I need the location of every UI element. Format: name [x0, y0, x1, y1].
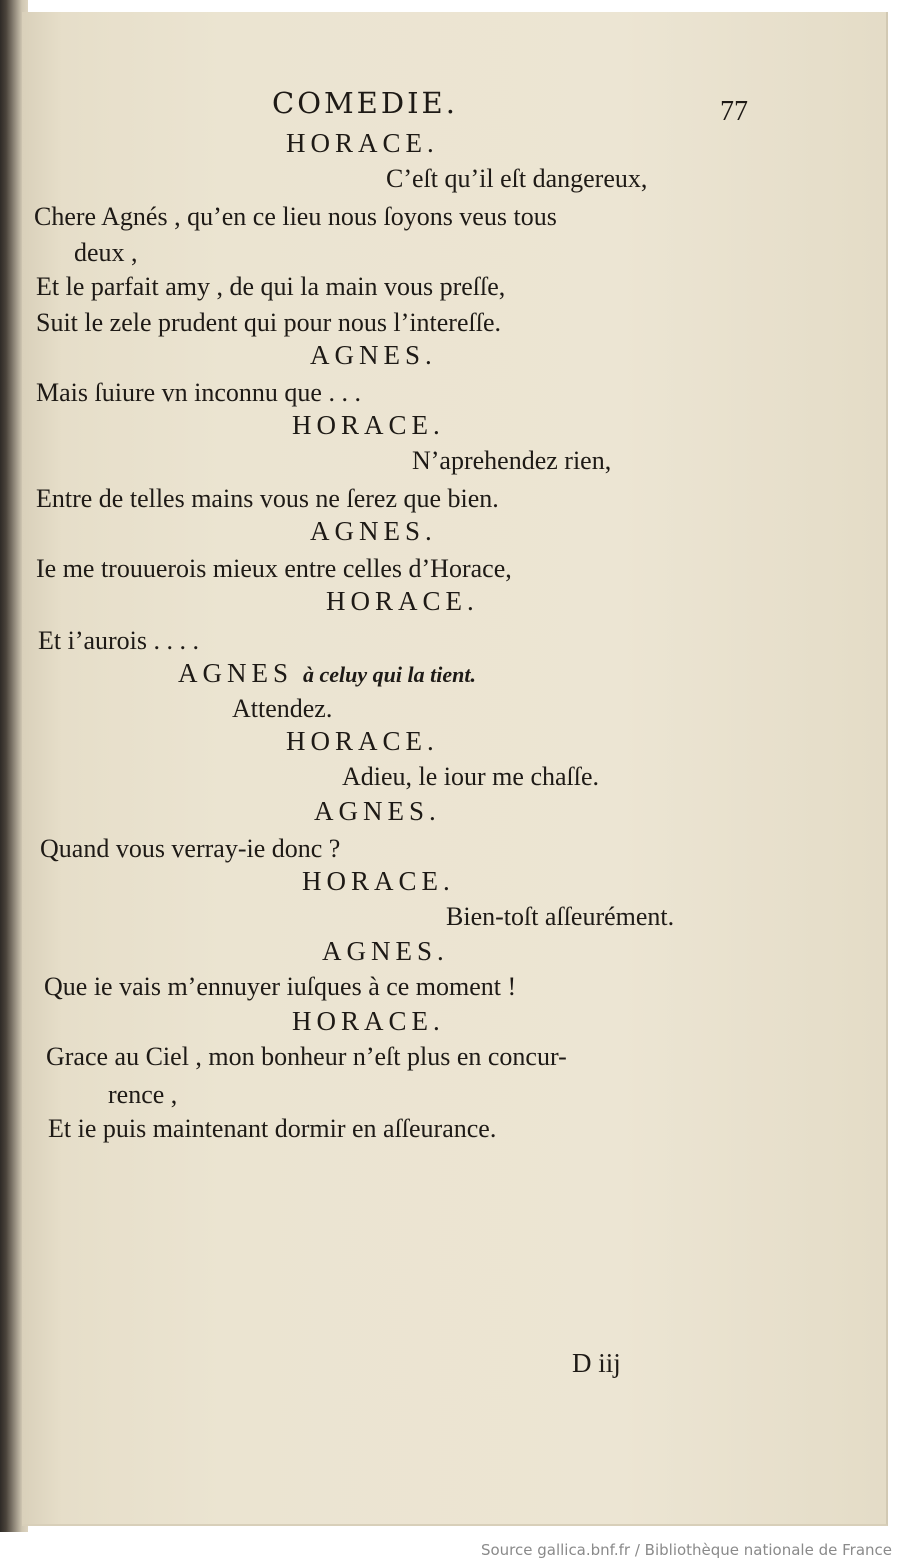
verse-line: Et ie puis maintenant dormir en aſſeurance.	[48, 1114, 497, 1143]
verse-line: Mais ſuiure vn inconnu que . . .	[36, 378, 361, 407]
verse-line: Attendez.	[232, 694, 333, 723]
speaker-horace: HORACE.	[292, 410, 445, 440]
speaker-horace: HORACE.	[326, 586, 479, 616]
speaker-horace: HORACE.	[286, 726, 439, 756]
verse-line: Entre de telles mains vous ne ſerez que bien.	[36, 484, 499, 513]
verse-line: Adieu, le iour me chaſſe.	[342, 762, 600, 791]
speaker-horace: HORACE.	[302, 866, 455, 896]
speaker-agnes	[178, 660, 476, 687]
verse-line: C’eſt qu’il eſt dangereux,	[386, 164, 648, 193]
source-credit: Source gallica.bnf.fr / Bibliothèque nationale de France	[480, 1541, 892, 1559]
speaker-agnes: AGNES.	[322, 936, 449, 966]
verse-line: Chere Agnés , qu’en ce lieu nous ſoyons veus tous	[34, 202, 557, 231]
verse-line: Que ie vais m’ennuyer iuſques à ce moment !	[44, 972, 517, 1001]
speaker-name: AGNES	[178, 658, 294, 688]
speaker-agnes: AGNES.	[310, 516, 437, 546]
verse-line: Grace au Ciel , mon bonheur n’eſt plus en concur-	[46, 1042, 567, 1071]
page-number: 77	[720, 96, 748, 127]
verse-line: Et i’aurois . . . .	[38, 626, 200, 655]
verse-line: Bien-toſt aſſeurément.	[446, 902, 675, 931]
speaker-agnes: AGNES.	[314, 796, 441, 826]
stage-direction: à celuy qui la tient.	[303, 662, 476, 687]
verse-line: rence ,	[108, 1080, 178, 1109]
speaker-horace: HORACE.	[292, 1006, 445, 1036]
running-title: COMEDIE.	[272, 86, 458, 120]
book-page	[22, 12, 888, 1526]
verse-line: Quand vous verray-ie donc ?	[40, 834, 341, 863]
verse-line: Et le parfait amy , de qui la main vous preſſe,	[36, 272, 506, 301]
verse-line: Ie me trouuerois mieux entre celles d’Horace,	[36, 554, 512, 583]
verse-line: Suit le zele prudent qui pour nous l’intereſſe.	[36, 308, 501, 337]
verse-line: deux ,	[74, 238, 138, 267]
speaker-agnes: AGNES.	[310, 340, 437, 370]
verse-line: N’aprehendez rien,	[412, 446, 612, 475]
signature-mark: D iij	[572, 1348, 621, 1378]
speaker-horace: HORACE.	[286, 128, 439, 158]
